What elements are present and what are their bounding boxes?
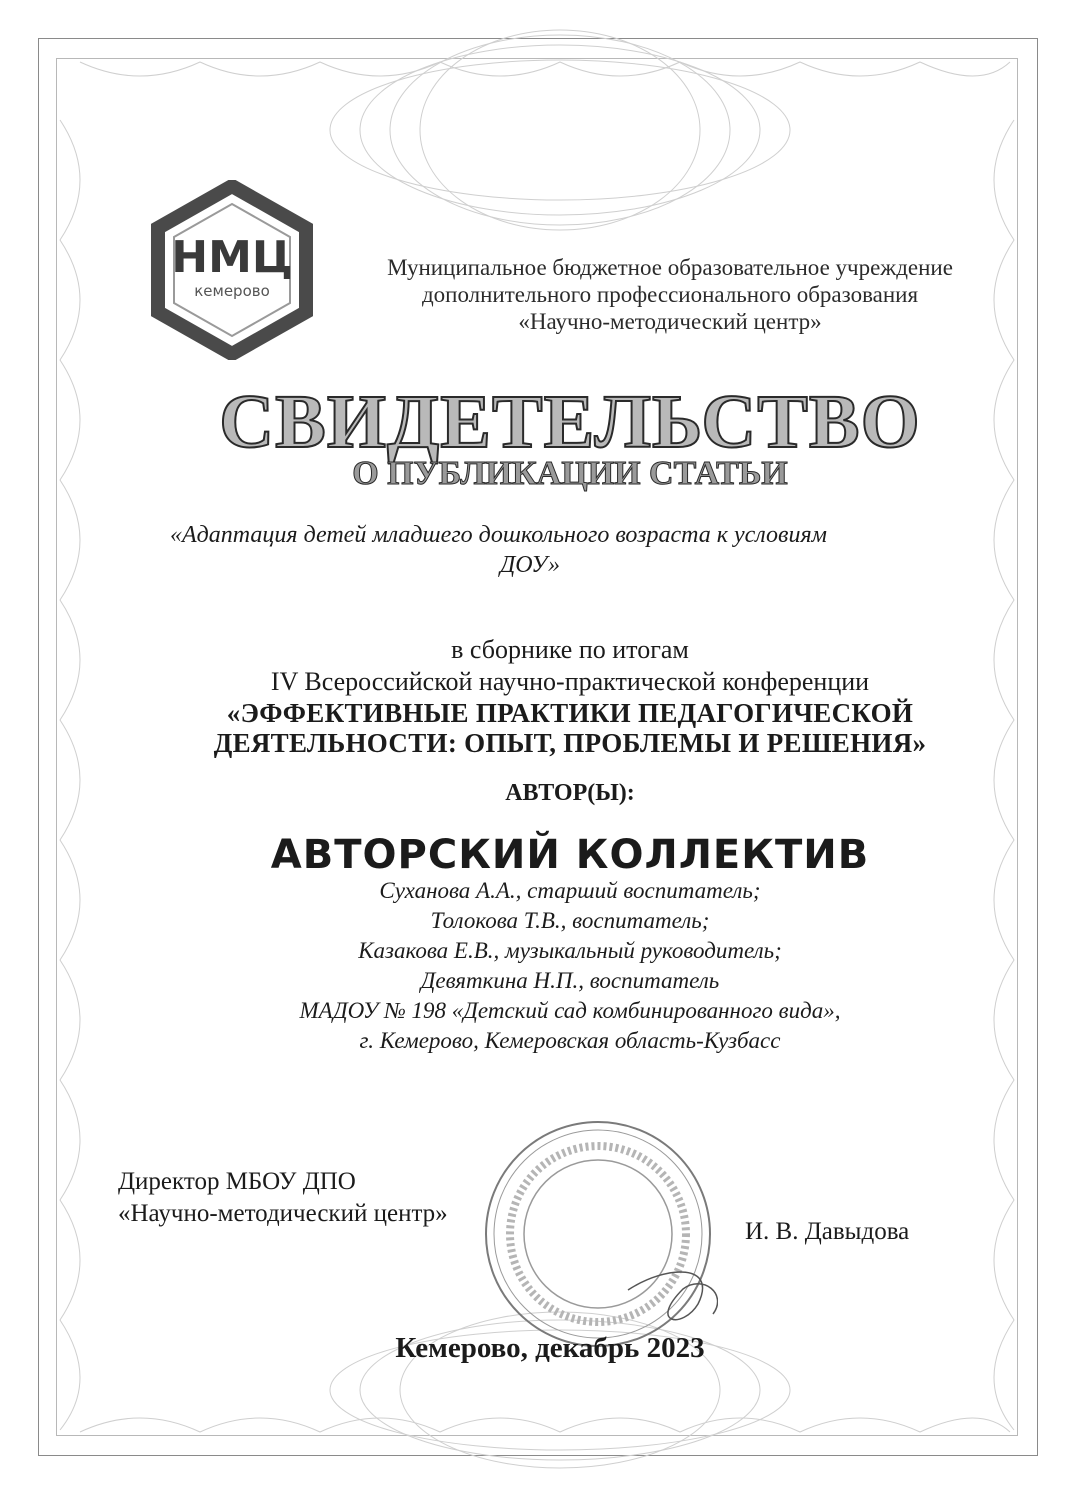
- author-line: Толокова Т.В., воспитатель;: [430, 908, 710, 933]
- director-title: [118, 1166, 548, 1230]
- article-line: ДОУ»: [500, 552, 560, 578]
- author-line: Казакова Е.В., музыкальный руководитель;: [358, 938, 782, 963]
- director-line: Директор МБОУ ДПО: [118, 1168, 356, 1195]
- nmc-logo: [142, 180, 322, 360]
- organization-name: [330, 254, 1010, 335]
- authors-label: АВТОР(Ы):: [505, 780, 635, 806]
- official-stamp: [478, 1114, 718, 1354]
- collection-line: в сборнике по итогам: [451, 635, 689, 664]
- author-line: г. Кемерово, Кемеровская область-Кузбасс: [359, 1028, 781, 1053]
- collection-line: IV Всероссийской научно-практической конференции: [270, 667, 870, 696]
- conference-name: [120, 698, 1020, 758]
- author-line: Девяткина Н.П., воспитатель: [420, 968, 720, 993]
- author-line: Суханова А.А., старший воспитатель;: [379, 878, 761, 903]
- collection-info: [120, 634, 1020, 698]
- conference-line: «ЭФФЕКТИВНЫЕ ПРАКТИКИ ПЕДАГОГИЧЕСКОЙ: [226, 698, 914, 728]
- logo-brand: НМЦ: [171, 232, 293, 283]
- article-title: [170, 520, 990, 580]
- org-line: Муниципальное бюджетное образовательное учреждение: [387, 255, 953, 280]
- authors-list: [120, 876, 1020, 1056]
- logo-city: кемерово: [194, 282, 270, 300]
- signer-name: И. В. Давыдова: [745, 1218, 910, 1245]
- authors-title: АВТОРСКИЙ КОЛЛЕКТИВ: [270, 832, 870, 878]
- org-line: «Научно-методический центр»: [518, 309, 822, 334]
- place-date: Кемерово, декабрь 2023: [395, 1332, 705, 1364]
- director-line: «Научно-методический центр»: [118, 1200, 448, 1227]
- certificate-subtitle: О ПУБЛИКАЦИИ СТАТЬИ: [352, 455, 788, 492]
- conference-line: ДЕЯТЕЛЬНОСТИ: ОПЫТ, ПРОБЛЕМЫ И РЕШЕНИЯ»: [213, 728, 927, 758]
- article-line: «Адаптация детей младшего дошкольного возраста к условиям: [170, 522, 827, 548]
- certificate-title: СВИДЕТЕЛЬСТВО: [219, 380, 921, 464]
- author-line: МАДОУ № 198 «Детский сад комбинированного вида»,: [299, 998, 841, 1023]
- org-line: дополнительного профессионального образования: [421, 282, 919, 307]
